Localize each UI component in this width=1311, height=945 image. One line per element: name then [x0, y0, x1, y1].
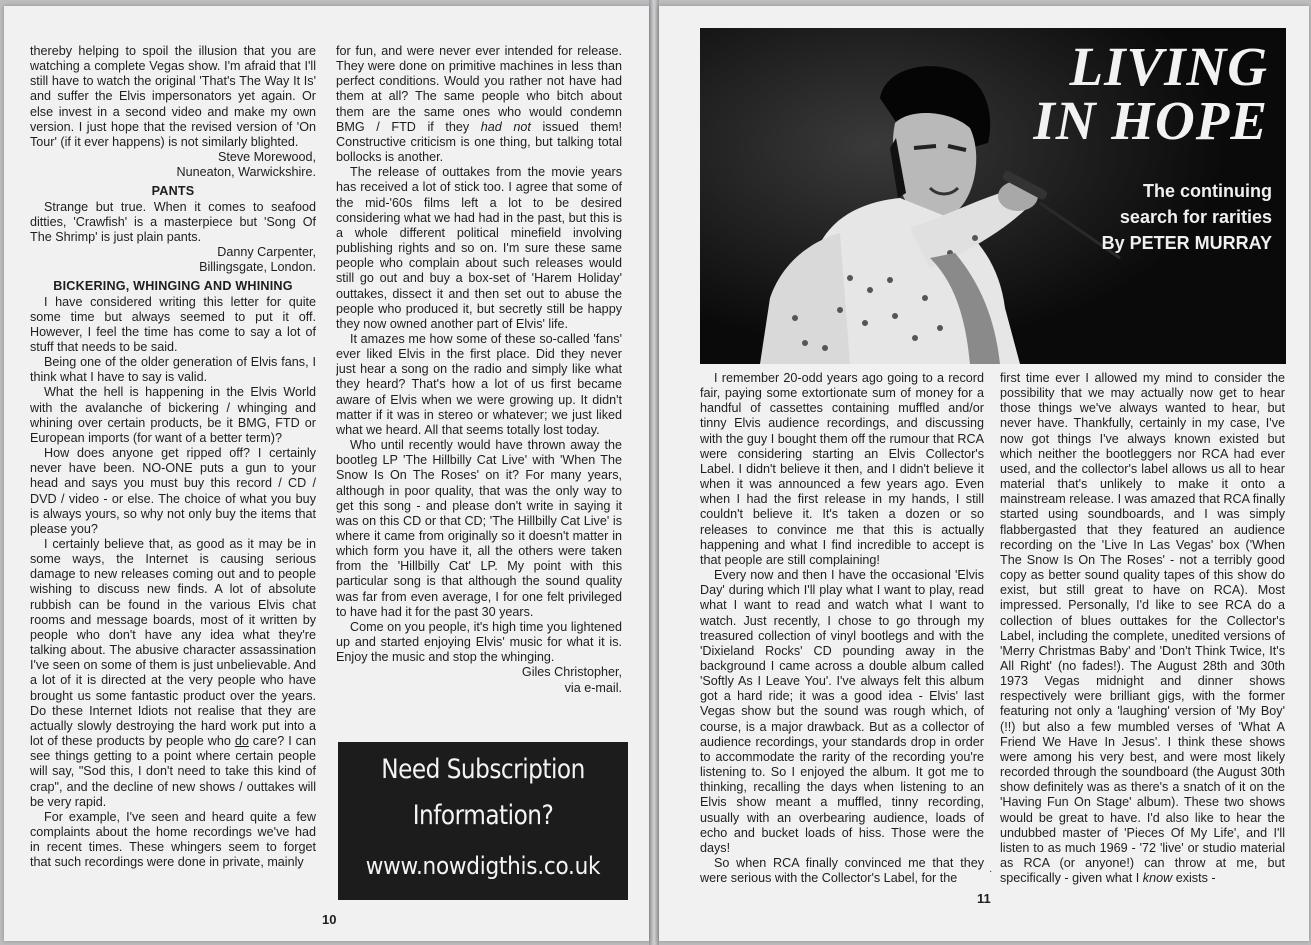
signature-location: via e-mail. [564, 680, 622, 695]
letter-paragraph: How does anyone get ripped off? I certainly never have been. NO-ONE puts a gun to your head and says you must buy this record / CD / DVD / video - or else. The choice of what you buy is always yours, so why not only buy the items that please you? [30, 446, 316, 536]
advert-url: www.nowdigthis.co.uk [365, 852, 601, 880]
article-column-1 [700, 371, 984, 889]
article-paragraph: So when RCA finally convinced me that they were serious with the Collector's Label, for the [700, 856, 984, 886]
letter-paragraph: For example, I've seen and heard quite a few complaints about the home recordings we've had in recent times. These whingers seem to forget that such recordings were done in private, mainly [30, 809, 316, 870]
letter-paragraph: I have considered writing this letter for quite some time but always seemed to put it off. However, I feel the time has come to say a lot of stuff that needs to be said. [30, 294, 316, 354]
text-run: I certainly believe that, as good as it may be in some ways, the Internet is causing serious damage to new releases coming out and to people wishing to discuss new finds. A lot of absolute rubbish can be found in the various Elvis chat rooms and message boards, most of it written by people who don't have any idea what they're talking about. The abusive character assassination I've seen on some of them is just unbelievable. And a lot of it is directed at the very people who have brought us some fantastic product over the years. Do these Internet Idiots not realise that they are actually slowly destroying the hard work put into a lot of these products by people who [30, 537, 316, 749]
signature-danny-carpenter [30, 245, 316, 275]
subtitle-line-2: search for rarities [1119, 207, 1272, 227]
signature-location: Billingsgate, London. [199, 260, 316, 275]
text-run: issued them! Constructive criticism is one thing, but talking total bollocks is another. [336, 119, 622, 165]
letter-intro-paragraph: thereby helping to spoil the illusion that you are watching a complete Vegas show. I'm afraid that I'll still have to watch the original 'That's The Way It Is' and suffer the Elvis impersonators yet again. Or else invest in a second video and make my own version. I just hope that the revised version of 'On Tour' (if it ever happens) is not similarly blighted. [30, 44, 316, 149]
letter-paragraph: The release of outtakes from the movie years has received a lot of stick too. I agree that some of the mid-'60s films left a lot to be desired considering what we had had in the past, but this is a whole different political minefield involving publishing rights and so on. I'm sure these same people who complain about such releases would still go out and buy a box-set of 'Harem Holiday' outtakes, dissect it and then set out to abuse the people who produced it, but secretly still be happy they now owned another part of Elvis' life. [336, 165, 622, 331]
article-paragraph: Every now and then I have the occasional 'Elvis Day' during which I'll play what I want to play, read what I want to read and watch what I want to watch. Just recently, I chose to go through my treasured collection of vinyl bootlegs and with the 'Dixieland Rocks' CD pounding away in the background I came across a double album called 'Softly As I Leave You'. I've always felt this album got a hard ride; it was a good idea - Elvis' last Vegas show but the sound was rough which, of course, is a major drawback. But as a collector of audience recordings, your standards drop in order to accommodate the rarity of the recording you're listening to. So I enjoyed the album. It got me to thinking, recalling the days when listening to an Elvis show meant a muffled, tinny recording, usually with an overbearing audience, loads of echo and bucket loads of hiss. Those were the days! [700, 568, 984, 855]
right-page [659, 6, 1309, 941]
signature-name: Giles Christopher, [521, 665, 622, 680]
left-page [4, 6, 649, 941]
signature-steve-morewood [30, 150, 316, 180]
title-line-1: LIVING [1069, 36, 1268, 97]
article-continued-paragraph [1000, 371, 1285, 886]
letter-paragraph: It amazes me how some of these so-called 'fans' ever liked Elvis in the first place. Did they never just hear a song on the radio and simply like what they heard? That's how a lot of us first became aware of Elvis when we were growing up. It didn't matter if it was in stereo or whatever; we just liked what we heard. All that seems totally lost today. [336, 331, 622, 437]
article-title [1033, 36, 1268, 151]
margin-dot: · [989, 866, 993, 877]
text-run: first time ever I allowed my mind to consider the possibility that we may actually now get to hear those things we've always wanted to hear, but never have. Thankfully, certainly in my case, I've now got things I've always known existed but which neither the bootleggers nor RCA had ever used, and the collector's label allows us all to hear material that's unlikely to make it onto a mainstream release. I was amazed that RCA finally started using soundboards, and I was simply flabbergasted that they featured an audience recording on the 'Live In Las Vegas' box ('When The Snow Is On The Roses' - not a terribly good copy as better sound quality tapes of this show do exist, but still great to have on RCA). Most impressed. Personally, I'd like to see RCA do a collection of blues outtakes for the Collector's Label, including the complete, unedited versions of 'Merry Christmas Baby' and 'Don't Think Twice, It's All Right' (no fades!). The August 28th and 30th 1973 Vegas midnight and dinner shows respectively were brilliant gigs, with the former featuring not only a 'laughing' version of 'My Boy' (!!) but also a few mumbled verses of 'What A Friend We Have In Jesus'. I think these shows were among his very best, and were most likely recorded through the soundboard (the August 30th show definitely was as there's a snatch of it on the 'Having Fun On Stage' album). These two shows would be great to have. I'd also like to hear the undubbed master of 'Pieces Of My Life', and I'll listen to as much 1969 - '72 'live' or studio material as RCA (or anyone!) can throw at me, but specifically - given what I [1000, 371, 1285, 886]
signature-location: Nuneaton, Warwickshire. [176, 165, 316, 180]
text-run: exists - [1172, 871, 1216, 886]
letter-pants-paragraph: Strange but true. When it comes to seafood ditties, 'Crawfish' is a masterpiece but 'Song Of The Shrimp' is just plain pants. [30, 199, 316, 244]
text-run: for fun, and were never ever intended for release. They were done on primitive machines in less than perfect conditions. Would you rather not have had them at all? The same people who bitch about them are the same ones who would condemn BMG / FTD if they [336, 44, 622, 134]
italic-phrase: had not [480, 119, 531, 134]
advert-line-2: Information? [412, 800, 554, 831]
letters-column-1 [30, 44, 316, 906]
article-paragraph: I remember 20-odd years ago going to a record fair, paying some extortionate sum of money for a handful of cassettes containing muffled and/or tinny Elvis audience recordings, and discussing with the guy I bought them off the rumour that RCA were considering starting an Elvis Collector's Label. I didn't believe it then, and I didn't believe it when it was announced a few years ago. Even when I had the first release in my hands, I still couldn't believe it. It's taken a dozen or so releases to convince me that this is actually happening and what I find incredible to accept is that people are still complaining! [700, 371, 984, 567]
byline: By PETER MURRAY [1101, 233, 1272, 253]
heading-bickering: BICKERING, WHINGING AND WHINING [53, 279, 293, 294]
advert-line-1: Need Subscription [381, 754, 585, 785]
letter-paragraph: What the hell is happening in the Elvis World with the avalanche of bickering / whinging and whining over certain products, be it BMG, FTD or European imports (for want of a better term)? [30, 385, 316, 445]
subscription-advert [338, 742, 628, 900]
signature-name: Danny Carpenter, [217, 245, 316, 260]
letter-paragraph: Come on you people, it's high time you lightened up and started enjoying Elvis' music for what it is. Enjoy the music and stop the whinging. [336, 619, 622, 665]
letter-paragraph: Being one of the older generation of Elvis fans, I think what I have to say is valid. [30, 355, 316, 385]
letter-paragraph: Who until recently would have thrown away the bootleg LP 'The Hillbilly Cat Live' with 'When The Snow Is On The Roses' on it? For many years, although in poor quality, that was the only way to get this song - and please don't write in saying it was on this CD or that CD; 'The Hillbilly Cat Live' is where it came from originally so it doesn't matter in which form you have it, all the others were taken from the 'Hillbilly Cat' LP. My point with this particular song is that although the sound quality was far from even average, I for one felt privileged to have had it for the past 30 years. [336, 438, 622, 619]
signature-name: Steve Morewood, [217, 150, 316, 165]
article-subtitle [1102, 178, 1272, 256]
subtitle-line-1: The continuing [1143, 181, 1272, 201]
letter-paragraph-internet [30, 537, 316, 810]
italic-word: know [1142, 871, 1173, 886]
elvis-performing-photo [700, 28, 1286, 364]
signature-giles-christopher [336, 665, 622, 695]
text-run: care? I can see things getting to a point where certain people will say, "Sod this, I don't need to take this kind of crap", and the decline of new shows / outtakes will be very rapid. [30, 734, 316, 809]
book-spine-gutter [649, 0, 659, 945]
letter-continued-paragraph [336, 44, 622, 165]
underlined-word: do [234, 734, 249, 749]
article-column-2 [1000, 371, 1285, 891]
title-line-2: IN HOPE [1033, 90, 1268, 151]
page-number: 10 [322, 912, 337, 927]
letters-column-2 [336, 44, 622, 736]
heading-pants: PANTS [151, 184, 195, 199]
page-number: 11 [977, 891, 991, 906]
